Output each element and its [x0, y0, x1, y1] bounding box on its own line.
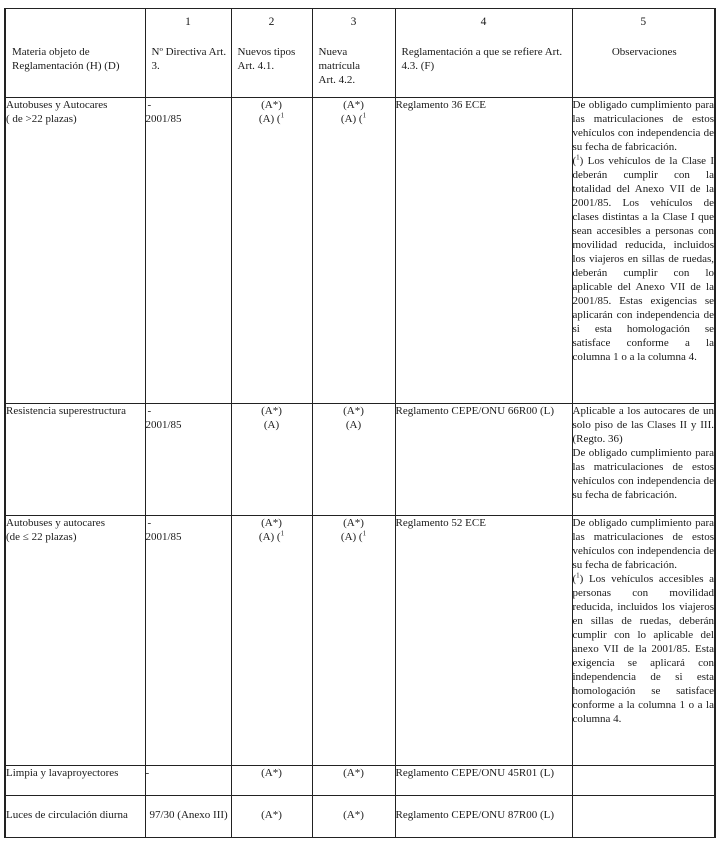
- header-cell-nueva-matricula: [312, 9, 395, 98]
- directiva-cell: [145, 766, 231, 796]
- materia-text: Resistencia superestructura: [6, 405, 127, 417]
- observacion-text: De obligado cumplimiento para las matriculaciones de estos vehículos con independencia de su fecha de fabricación.: [572, 517, 714, 571]
- observaciones-cell: [572, 796, 715, 838]
- directiva-dash: -: [147, 405, 152, 417]
- materia-text: Luces de circulación diurna: [6, 809, 128, 821]
- reglamento-text: Reglamento CEPE/ONU 45R01 (L): [395, 767, 555, 779]
- nueva-matricula-cell: [312, 796, 395, 838]
- nuevos-tipos-cell: [231, 516, 312, 766]
- nueva-matricula-cell: [312, 516, 395, 766]
- materia-cell: [5, 404, 145, 516]
- directiva-text: 97/30 (Anexo III): [149, 809, 228, 821]
- header-materia: Materia objeto de Reglamentación (H) (D): [12, 46, 120, 72]
- column-number-4: 4: [480, 16, 487, 28]
- reglamento-text: Reglamento CEPE/ONU 87R00 (L): [395, 809, 555, 821]
- table-row: [5, 404, 715, 516]
- header-cell-reglamentacion: [395, 9, 572, 98]
- materia-cell: [5, 98, 145, 404]
- nueva-matricula-mark-2: (A) (: [340, 531, 363, 543]
- materia-cell: [5, 766, 145, 796]
- nuevos-tipos-cell: [231, 796, 312, 838]
- column-number-3: 3: [350, 16, 357, 28]
- table-row: [5, 796, 715, 838]
- footnote-ref: 1: [280, 111, 285, 120]
- nueva-matricula-mark-2: (A): [345, 419, 362, 431]
- materia-subtext: ( de >22 plazas): [6, 113, 77, 125]
- nuevos-tipos-cell: [231, 404, 312, 516]
- reglamento-cell: [395, 766, 572, 796]
- nuevos-tipos-mark-2: (A) (: [258, 531, 281, 543]
- header-nueva-matricula: Nueva matrícula Art. 4.2.: [318, 46, 361, 86]
- nueva-matricula-cell: [312, 766, 395, 796]
- nuevos-tipos-mark: (A*): [261, 809, 282, 821]
- nueva-matricula-mark: (A*): [343, 767, 364, 779]
- materia-text: Autobuses y autocares: [6, 517, 105, 529]
- materia-cell: [5, 516, 145, 766]
- nuevos-tipos-mark: (A*): [261, 405, 282, 417]
- materia-text: Limpia y lavaproyectores: [6, 767, 119, 779]
- nueva-matricula-mark: (A*): [343, 405, 364, 417]
- directiva-text: 2001/85: [145, 531, 182, 543]
- header-nuevos-tipos: Nuevos tipos Art. 4.1.: [237, 46, 296, 72]
- footnote-marker: 1: [576, 571, 580, 580]
- nueva-matricula-mark: (A*): [343, 99, 364, 111]
- nueva-matricula-mark: (A*): [343, 517, 364, 529]
- directiva-cell: [145, 796, 231, 838]
- directiva-dash: -: [147, 99, 152, 111]
- regulation-table: [4, 8, 716, 838]
- nueva-matricula-mark: (A*): [343, 809, 364, 821]
- observacion-text-2: De obligado cumplimiento para las matriculaciones de estos vehículos con independencia de su fecha de fabricación.: [572, 447, 714, 501]
- header-cell-nuevos-tipos: [231, 9, 312, 98]
- observaciones-cell: [572, 766, 715, 796]
- reglamento-cell: [395, 516, 572, 766]
- directiva-text: -: [145, 767, 150, 779]
- directiva-text: 2001/85: [145, 113, 182, 125]
- directiva-cell: [145, 98, 231, 404]
- nuevos-tipos-cell: [231, 98, 312, 404]
- observaciones-cell: De obligado cumplimiento para las matriculaciones de estos vehículos con independencia de su fecha de fabricación. ($^1$) Los vehículos de la Clase I deberán cumplir con la totalidad del Anexo VII de la 2001/85. Los vehículos de clases distintas a la Clase I que sean accesibles a personas con movilidad reducida, incluidos los viajeros en sillas de ruedas, deberán cumplir con lo aplicable del Anexo VII de la 2001/85. Estas exigencias se aplicarán con independencia de si esta homologación se satisface conforme a la columna 1 o a la columna 4.: [572, 98, 715, 404]
- observacion-footnote: ) Los vehículos de la Clase I deberán cumplir con la totalidad del Anexo VII de la 2001/85. Los vehículos de clases distintas a la Clase I que sean accesibles a personas con movilidad reducida, incluidos los viajeros en sillas de ruedas, deberán cumplir con lo aplicable del Anexo VII de la 2001/85. Estas exigencias se aplicarán con independencia de si esta homologación se satisface conforme a la columna 1 o a la columna 4.: [572, 155, 714, 363]
- header-observaciones: Observaciones: [611, 46, 677, 58]
- header-cell-observaciones: [572, 9, 715, 98]
- reglamento-cell: [395, 98, 572, 404]
- reglamento-text: Reglamento 36 ECE: [395, 99, 486, 111]
- reglamento-cell: [395, 796, 572, 838]
- nuevos-tipos-mark: (A*): [261, 767, 282, 779]
- reglamento-text: Reglamento 52 ECE: [395, 517, 486, 529]
- directiva-cell: [145, 516, 231, 766]
- nuevos-tipos-cell: [231, 766, 312, 796]
- table-row: [5, 98, 715, 404]
- footnote-ref: 1: [280, 529, 285, 538]
- nueva-matricula-cell: [312, 98, 395, 404]
- header-reglamentacion: Reglamentación a que se refiere Art. 4.3. (F): [401, 46, 563, 72]
- footnote-ref: 1: [362, 529, 367, 538]
- footnote-ref: 1: [362, 111, 367, 120]
- footnote-marker: 1: [576, 153, 580, 162]
- header-cell-materia: [5, 9, 145, 98]
- observaciones-cell: De obligado cumplimiento para las matriculaciones de estos vehículos con independencia de su fecha de fabricación. ($^1$) Los vehículos accesibles a personas con movilidad reducida, incluidos los viajeros en sillas de ruedas, deberán cumplir con lo aplicable del anexo VII de la 2001/85. Esta exigencia se aplicará con independencia de si esta homologación se satisface conforme a la columna 1 o a la columna 4.: [572, 516, 715, 766]
- table-row: [5, 516, 715, 766]
- directiva-text: 2001/85: [145, 419, 182, 431]
- directiva-dash: -: [147, 517, 152, 529]
- header-directiva: Nº Directiva Art. 3.: [151, 46, 227, 72]
- directiva-cell: [145, 404, 231, 516]
- nuevos-tipos-mark-2: (A) (: [258, 113, 281, 125]
- observaciones-cell: [572, 404, 715, 516]
- observacion-text: De obligado cumplimiento para las matriculaciones de estos vehículos con independencia de su fecha de fabricación.: [572, 99, 714, 153]
- header-row: [5, 9, 715, 98]
- observacion-text: Aplicable a los autocares de un solo piso de las Clases II y III. (Regto. 36): [572, 405, 714, 445]
- nuevos-tipos-mark: (A*): [261, 517, 282, 529]
- materia-text: Autobuses y Autocares: [6, 99, 108, 111]
- reglamento-text: Reglamento CEPE/ONU 66R00 (L): [395, 405, 555, 417]
- header-cell-directiva: [145, 9, 231, 98]
- reglamento-cell: [395, 404, 572, 516]
- column-number-5: 5: [640, 16, 647, 28]
- nueva-matricula-cell: [312, 404, 395, 516]
- materia-subtext: (de ≤ 22 plazas): [6, 531, 77, 543]
- nuevos-tipos-mark: (A*): [261, 99, 282, 111]
- nuevos-tipos-mark-2: (A): [263, 419, 280, 431]
- column-number-1: 1: [185, 16, 191, 28]
- materia-cell: [5, 796, 145, 838]
- table-row: [5, 766, 715, 796]
- observacion-footnote: ) Los vehículos accesibles a personas con movilidad reducida, incluidos los viajeros en sillas de ruedas, deberán cumplir con lo aplicable del anexo VII de la 2001/85. Esta exigencia se aplicará con independencia de si esta homologación se satisface conforme a la columna 1 o a la columna 4.: [572, 573, 714, 725]
- column-number-2: 2: [268, 16, 275, 28]
- nueva-matricula-mark-2: (A) (: [340, 113, 363, 125]
